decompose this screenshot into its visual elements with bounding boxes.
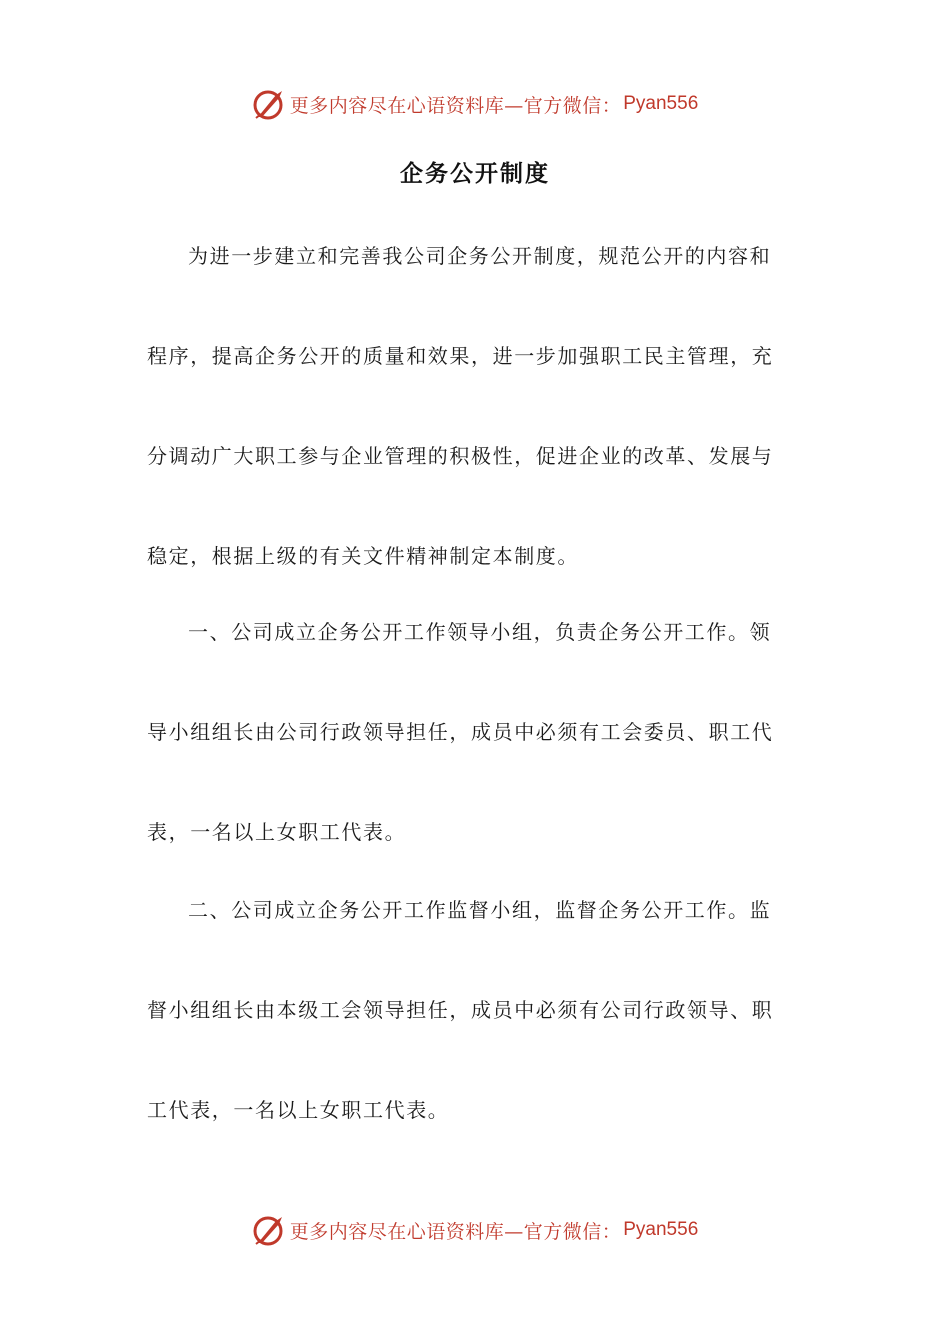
- banner-text: 更多内容尽在心语资料库—官方微信：: [289, 1220, 622, 1243]
- document-title: 企务公开制度: [400, 160, 550, 187]
- banner-wechat-id: Pyan556: [623, 93, 699, 114]
- paragraph-line: 稳定，根据上级的有关文件精神制定本制度。: [147, 544, 579, 568]
- paragraph-line: 程序，提高企务公开的质量和效果，进一步加强职工民主管理，充: [147, 344, 774, 368]
- paragraph-item-1: [147, 616, 795, 848]
- paragraph-line: 督小组组长由本级工会领导担任，成员中必须有公司行政领导、职: [147, 998, 774, 1022]
- paragraph-line: 一、公司成立企务公开工作领导小组，负责企务公开工作。领: [188, 620, 772, 644]
- paragraph-intro: [147, 240, 795, 572]
- banner-wechat-id: Pyan556: [623, 1219, 699, 1240]
- paragraph-line: 为进一步建立和完善我公司企务公开制度，规范公开的内容和: [188, 244, 772, 268]
- header-banner: [0, 84, 950, 124]
- paragraph-line: 表，一名以上女职工代表。: [147, 820, 407, 844]
- banner-text: 更多内容尽在心语资料库—官方微信：: [289, 94, 622, 117]
- paragraph-line: 导小组组长由公司行政领导担任，成员中必须有工会委员、职工代: [147, 720, 774, 744]
- paragraph-line: 工代表，一名以上女职工代表。: [147, 1098, 450, 1122]
- paragraph-line: 二、公司成立企务公开工作监督小组，监督企务公开工作。监: [188, 898, 772, 922]
- pen-logo-icon: [252, 87, 286, 121]
- footer-banner: [0, 1210, 950, 1250]
- pen-logo-icon: [252, 1213, 286, 1247]
- paragraph-item-2: [147, 894, 795, 1126]
- paragraph-line: 分调动广大职工参与企业管理的积极性，促进企业的改革、发展与: [147, 444, 774, 468]
